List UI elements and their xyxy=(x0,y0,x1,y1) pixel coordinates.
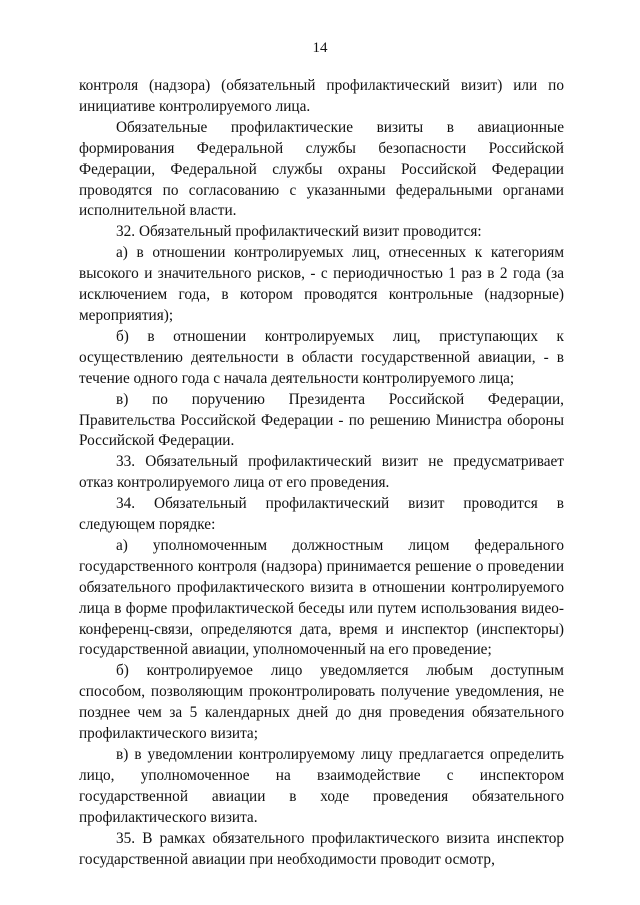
paragraph-34a: а) уполномоченным должностным лицом федерального государственного контроля (надзора) принимается решение о проведении обязательного профилактического визита в отношении контролируемого лица в форме профилактической беседы или путем использования видео-конференц-связи, определяются дата, время и инспектор (инспекторы) государственной авиации, уполномоченный на его проведение; xyxy=(79,536,564,659)
paragraph-32b: б) в отношении контролируемых лиц, приступающих к осуществлению деятельности в области государственной авиации, - в течение одного года с начала деятельности контролируемого лица; xyxy=(79,327,564,387)
paragraph-34b: б) контролируемое лицо уведомляется любым доступным способом, позволяющим проконтролировать получение уведомления, не позднее чем за 5 календарных дней до дня проведения обязательного профилактического визита; xyxy=(79,662,564,743)
paragraph-visits-formations: Обязательные профилактические визиты в авиационные формирования Федеральной службы безопасности Российской Федерации, Федеральной службы охраны Российской Федерации проводятся по согласованию с указанными федеральными органами исполнительной власти. xyxy=(79,118,564,220)
paragraph-34c: в) в уведомлении контролируемому лицу предлагается определить лицо, уполномоченное на взаимодействие с инспектором государственной авиации в ходе проведения обязательного профилактического визита. xyxy=(79,746,564,826)
paragraph-continuation: контроля (надзора) (обязательный профилактический визит) или по инициативе контролируемого лица. xyxy=(79,77,564,115)
paragraph-32a: а) в отношении контролируемых лиц, отнесенных к категориям высокого и значительного рисков, - с периодичностью 1 раз в 2 года (за исключением года, в котором проводятся контрольные (надзорные) мероприятия); xyxy=(79,244,564,324)
paragraph-33: 33. Обязательный профилактический визит не предусматривает отказ контролируемого лица от его проведения. xyxy=(79,453,564,492)
paragraph-34: 34. Обязательный профилактический визит проводится в следующем порядке: xyxy=(79,495,564,534)
paragraph-35: 35. В рамках обязательного профилактического визита инспектор государственной авиации при необходимости проводит осмотр, xyxy=(79,829,564,868)
document-body xyxy=(79,76,564,870)
page-number: 14 xyxy=(312,40,328,56)
paragraph-32c: в) по поручению Президента Российской Федерации, Правительства Российской Федерации - по решению Министра обороны Российской Федерации. xyxy=(79,390,564,450)
paragraph-32: 32. Обязательный профилактический визит проводится: xyxy=(116,223,482,241)
